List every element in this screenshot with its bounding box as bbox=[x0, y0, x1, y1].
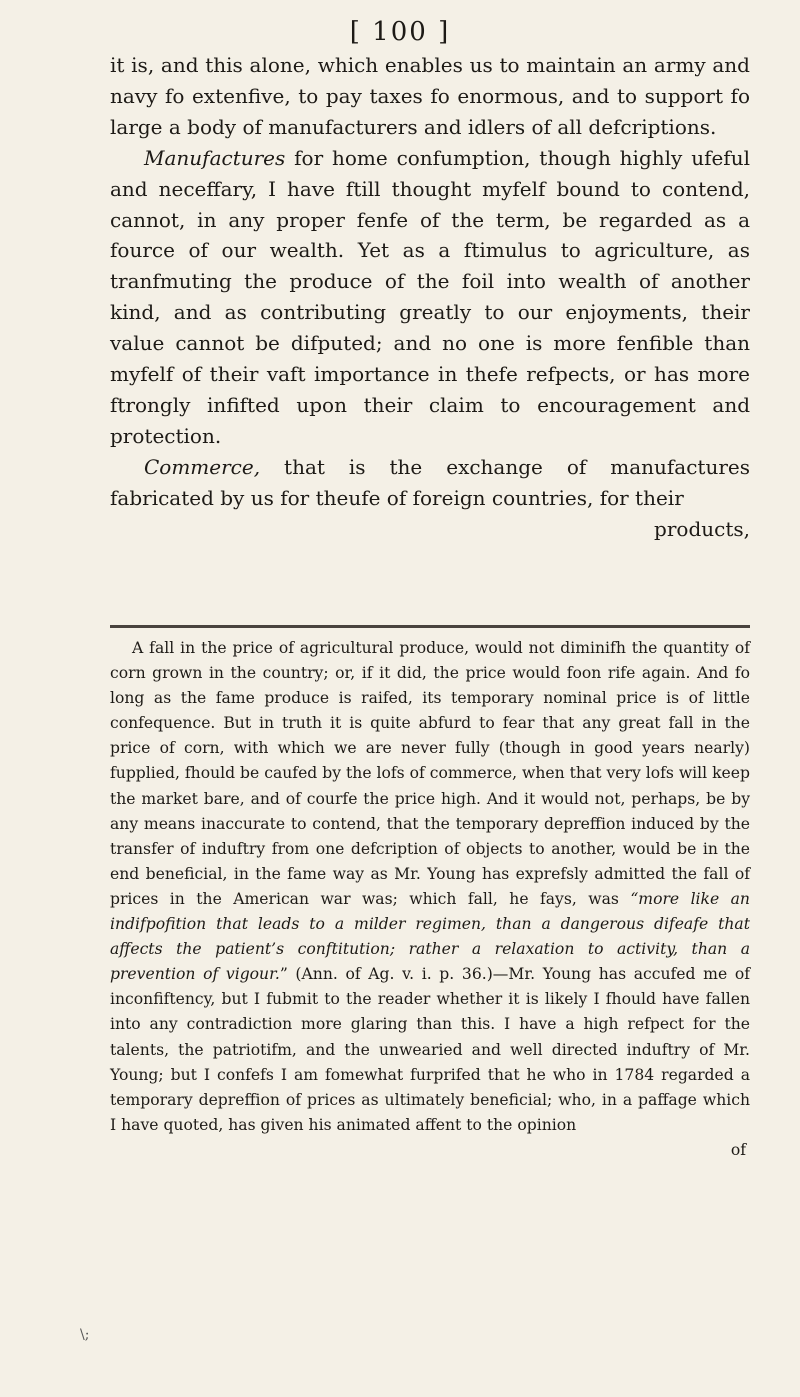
paragraph-3-body: that is the exchange of manufactures fabricated by us for theufe of foreign countries, for their bbox=[110, 454, 750, 510]
paragraph-3-lead: Commerce, bbox=[144, 454, 261, 479]
footnote-text-2: ” (Ann. of Ag. v. i. p. 36.)—Mr. Young has accufed me of inconfiftency, but I fubmit to the reader whether it is likely I fhould have fallen into any contradiction more glaring than this. I have a high refpect for the talents, the patriotifm, and the unwearied and well directed induftry of Mr. Young; but I confefs I am fomewhat furprifed that he who in 1784 regarded a temporary depreffion of prices as ultimately beneficial; who, in a paffage which I have quoted, has given his animated affent to the opinion bbox=[110, 965, 750, 1134]
footnote bbox=[110, 636, 750, 1163]
footnote-quote: “more like an indifpofition that leads to a milder regimen, than a dangerous difeafe that affects the patient’s conftitution; rather a relaxation to activity, than a prevention of vigour. bbox=[110, 889, 750, 984]
paragraph-2 bbox=[110, 143, 750, 452]
footnote-paragraph bbox=[110, 636, 750, 1138]
footnote-divider bbox=[110, 625, 750, 628]
page-number: [ 100 ] bbox=[349, 17, 451, 47]
paragraph-2-body: for home confumption, though highly ufeful and neceffary, I have ftill thought myfelf bound to contend, cannot, in any proper fenfe of the term, be regarded as a fource of our wealth. Yet as a ftimulus to agriculture, as tranfmuting the produce of the foil into wealth of another kind, and as contributing greatly to our enjoyments, their value cannot be difputed; and no one is more fenfible than myfelf of their vaft importance in thefe refpects, or has more ftrongly infifted upon their claim to encouragement and protection. bbox=[110, 145, 750, 448]
footnote-catchword: of bbox=[730, 1140, 746, 1159]
main-text bbox=[110, 50, 750, 545]
paragraph-3 bbox=[110, 452, 750, 514]
paragraph-1: it is, and this alone, which enables us to maintain an army and navy fo extenfive, to pay taxes fo enormous, and to support fo large a body of manufacturers and idlers of all defcriptions. bbox=[110, 53, 750, 139]
margin-mark: \; bbox=[80, 1327, 90, 1343]
paragraph-2-lead: Manufactures bbox=[144, 145, 286, 170]
footnote-text-1: A fall in the price of agricultural produce, would not diminifh the quantity of corn grown in the country; or, if it did, the price would foon rife again. And fo long as the fame produce is raifed, its temporary nominal price is of little confequence. But in truth it is quite abfurd to fear that any great fall in the price of corn, with which we are never fully (though in good years nearly) fupplied, fhould be caufed by the lofs of commerce, when that very lofs will keep the market bare, and of courfe the price high. And it would not, perhaps, be by any means inaccurate to contend, that the temporary depreffion induced by the transfer of induftry from one defcription of objects to another, would be in the end beneficial, in the fame way as Mr. Young has exprefsly admitted the fall of prices in the American war was; which fall, he fays, was bbox=[110, 639, 750, 908]
main-catchword: products, bbox=[654, 516, 750, 541]
